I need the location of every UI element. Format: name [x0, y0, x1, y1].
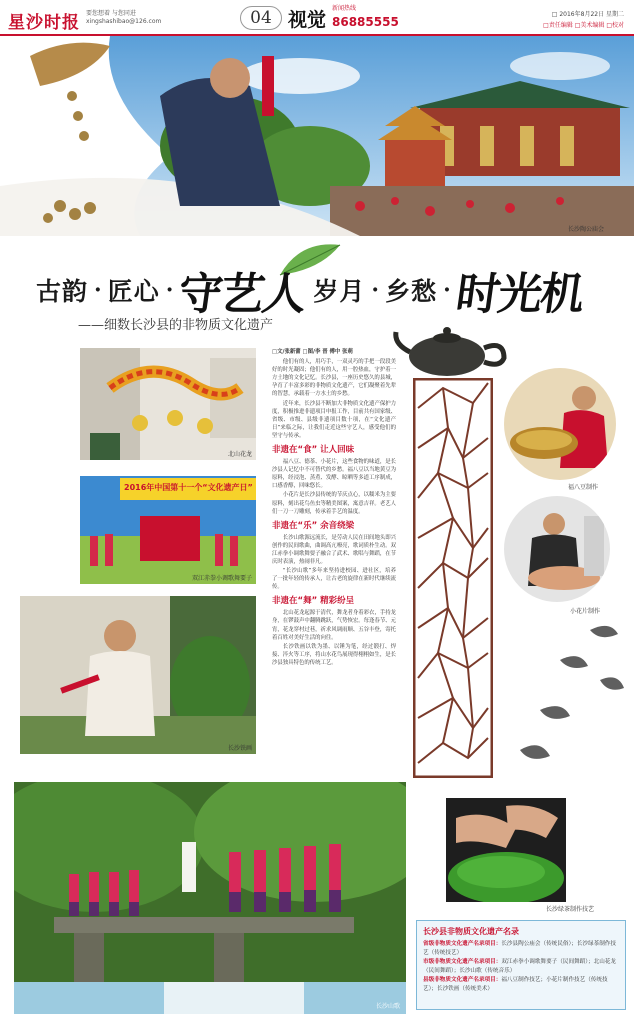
photo-caption: 长沙绿茶制作技艺	[546, 906, 595, 913]
article-byline: □文/张新蕾 □图/李 晋 傅中 张萌	[272, 349, 353, 355]
page-number: 04	[240, 6, 282, 30]
headline-dot: ·	[165, 277, 174, 303]
newspaper-logo: 星沙时报	[8, 13, 80, 33]
hotline-label: 新闻热线	[332, 5, 357, 12]
heritage-list-item	[423, 958, 619, 976]
headline-dot: ·	[371, 277, 380, 303]
teapot-icon	[392, 318, 512, 380]
hero-photo	[0, 36, 634, 236]
headline-word-3: 守艺人	[175, 269, 309, 320]
heritage-list-item	[423, 976, 619, 994]
heritage-list-text: 福八豆制作技艺；小花片制作技艺（传统技艺）；长沙铁画（传统美术）	[423, 977, 608, 992]
photo-caption: 长沙铁画	[227, 745, 252, 752]
article-subheading: 非遗在“乐” 余音绕梁	[272, 520, 355, 531]
photo-caption: 北山花龙	[227, 451, 252, 458]
article-paragraph: 近年来，长沙县不断加大非物质文化遗产保护力度，积极推进非遗项目申报工作，目前共有国家级、省级、市级、县级非遗项目数十项，在“文化遗产日”来临之际，让我们走近这些守艺人，感受他们的坚守与传承。	[272, 400, 397, 439]
headline-block	[0, 240, 634, 333]
headline-word-1: 古韵	[36, 277, 89, 306]
rice-cake-carving-photo	[504, 496, 610, 602]
photo-caption: 福八豆制作	[568, 484, 599, 491]
stage-banner-text: 2016年中国第十一个“文化遗产日”	[124, 483, 253, 492]
hero-caption: 长沙陶公庙会	[568, 226, 605, 233]
heritage-list-text: 长沙县陶公庙会（传统民俗）；长沙绿茶制作技艺（传统技艺）	[423, 941, 616, 956]
heritage-list-label: 县级非物质文化遗产名录项目：	[423, 977, 502, 983]
editor-credits: □责任编辑 □美术编辑 □校对	[543, 22, 624, 29]
article-paragraph: 长沙铁画以铁为墨、以锤为笔，经过锻打、焊接、淬火等工序，将山水花鸟展现得栩栩如生，是长沙县独具特色的传统工艺。	[272, 643, 396, 666]
tea-leaves-decoration-icon	[500, 620, 630, 780]
section-title: 视觉	[288, 9, 327, 31]
heritage-list-box	[416, 920, 626, 1010]
hotline-phone: 86885555	[332, 15, 399, 29]
heritage-list-title: 长沙县非物质文化遗产名录	[423, 927, 519, 936]
article-paragraph: “长沙山歌”多年来坚持进校园、进社区，培养了一批年轻的传承人，让古老的旋律在新时代继续流传。	[272, 568, 396, 591]
heritage-list-item	[423, 940, 619, 958]
dragon-dance-photo	[80, 348, 256, 460]
folk-song-dance-photo	[14, 782, 406, 1014]
headline-word-6: 时光机	[452, 269, 586, 320]
headline	[36, 258, 586, 322]
article-paragraph: 福八豆、德茶、小花片，这些食物的味道，是长沙县人记忆中不可替代的乡愁。福八豆以当地黄豆为原料，经浸泡、蒸煮、发酵、晾晒等多道工序制成，口感香醇，回味悠长。	[272, 459, 397, 490]
headline-dot: ·	[94, 277, 102, 303]
article-paragraph: 小花片是长沙县传统的节庆点心，以糯米为主要原料，刻出花鸟鱼虫等精美图案，寓意吉祥。老艺人们一刀一刀雕刻，传承着手艺的温度。	[272, 492, 397, 515]
heritage-list-label: 省级非物质文化遗产名录项目：	[423, 941, 502, 947]
headline-word-4: 岁月	[313, 277, 366, 306]
masthead	[0, 0, 634, 36]
lattice-window-ornament	[413, 378, 493, 778]
heritage-list-label: 市级非物质文化遗产名录项目：	[423, 959, 502, 965]
article-paragraph: 北山花龙起源于清代，舞龙者身着彩衣，手持龙身，在锣鼓声中翻腾跳跃，气势恢宏。每逢春节、元宵，花龙穿村过巷，祈求风调雨顺、五谷丰登，寄托着百姓对美好生活的向往。	[272, 610, 397, 641]
photo-caption: 小花片制作	[570, 608, 601, 615]
green-tea-making-photo	[446, 798, 566, 902]
craftsman-photo	[20, 596, 256, 754]
article-paragraph: 长沙山歌源远流长，是劳动人民在田间地头即兴创作的民间歌曲，曲调高亢嘹亮，歌词质朴生动。双江赤拳小调歌舞要子融合了武术、歌唱与舞蹈，在节庆时表演，热闹非凡。	[272, 534, 397, 565]
article-body	[272, 348, 396, 668]
headline-dot: ·	[443, 277, 451, 303]
masthead-slogan	[86, 10, 161, 26]
article-subheading: 非遗在“食” 让人回味	[272, 445, 355, 456]
issue-date: □ 2016年8月22日 星期二	[551, 11, 624, 18]
bean-making-photo	[504, 368, 616, 480]
headline-word-2: 匠心	[107, 277, 160, 306]
heritage-list-text: 双江赤拳小调歌舞要子（民间舞蹈）；北山花龙（民间舞蹈）；长沙山歌（传统音乐）	[423, 959, 616, 974]
headline-subtitle: ——细数长沙县的非物质文化遗产	[78, 318, 274, 333]
article-paragraph: 他们有的人，用巧手，一双灵巧的手把一段段美好的时光凝固；他们有的人，用一腔热血，守护着一方土地的文化记忆。长沙县，一座历史悠久的县城，孕育了丰富多彩的非物质文化遗产，它们凝聚着先辈的智慧，承载着一方水土的乡愁。	[272, 359, 397, 398]
email-line: xingshashibao@126.com	[86, 18, 162, 25]
stage-performance-photo	[80, 476, 256, 584]
headline-word-5: 乡愁	[385, 277, 438, 306]
article-subheading: 非遗在“舞” 精彩纷呈	[272, 596, 355, 607]
photo-caption: 双江赤拳小调歌舞要子	[191, 575, 252, 582]
photo-caption: 长沙山歌	[375, 1003, 400, 1010]
slogan-line: 要您想着 与您同进	[86, 10, 136, 17]
